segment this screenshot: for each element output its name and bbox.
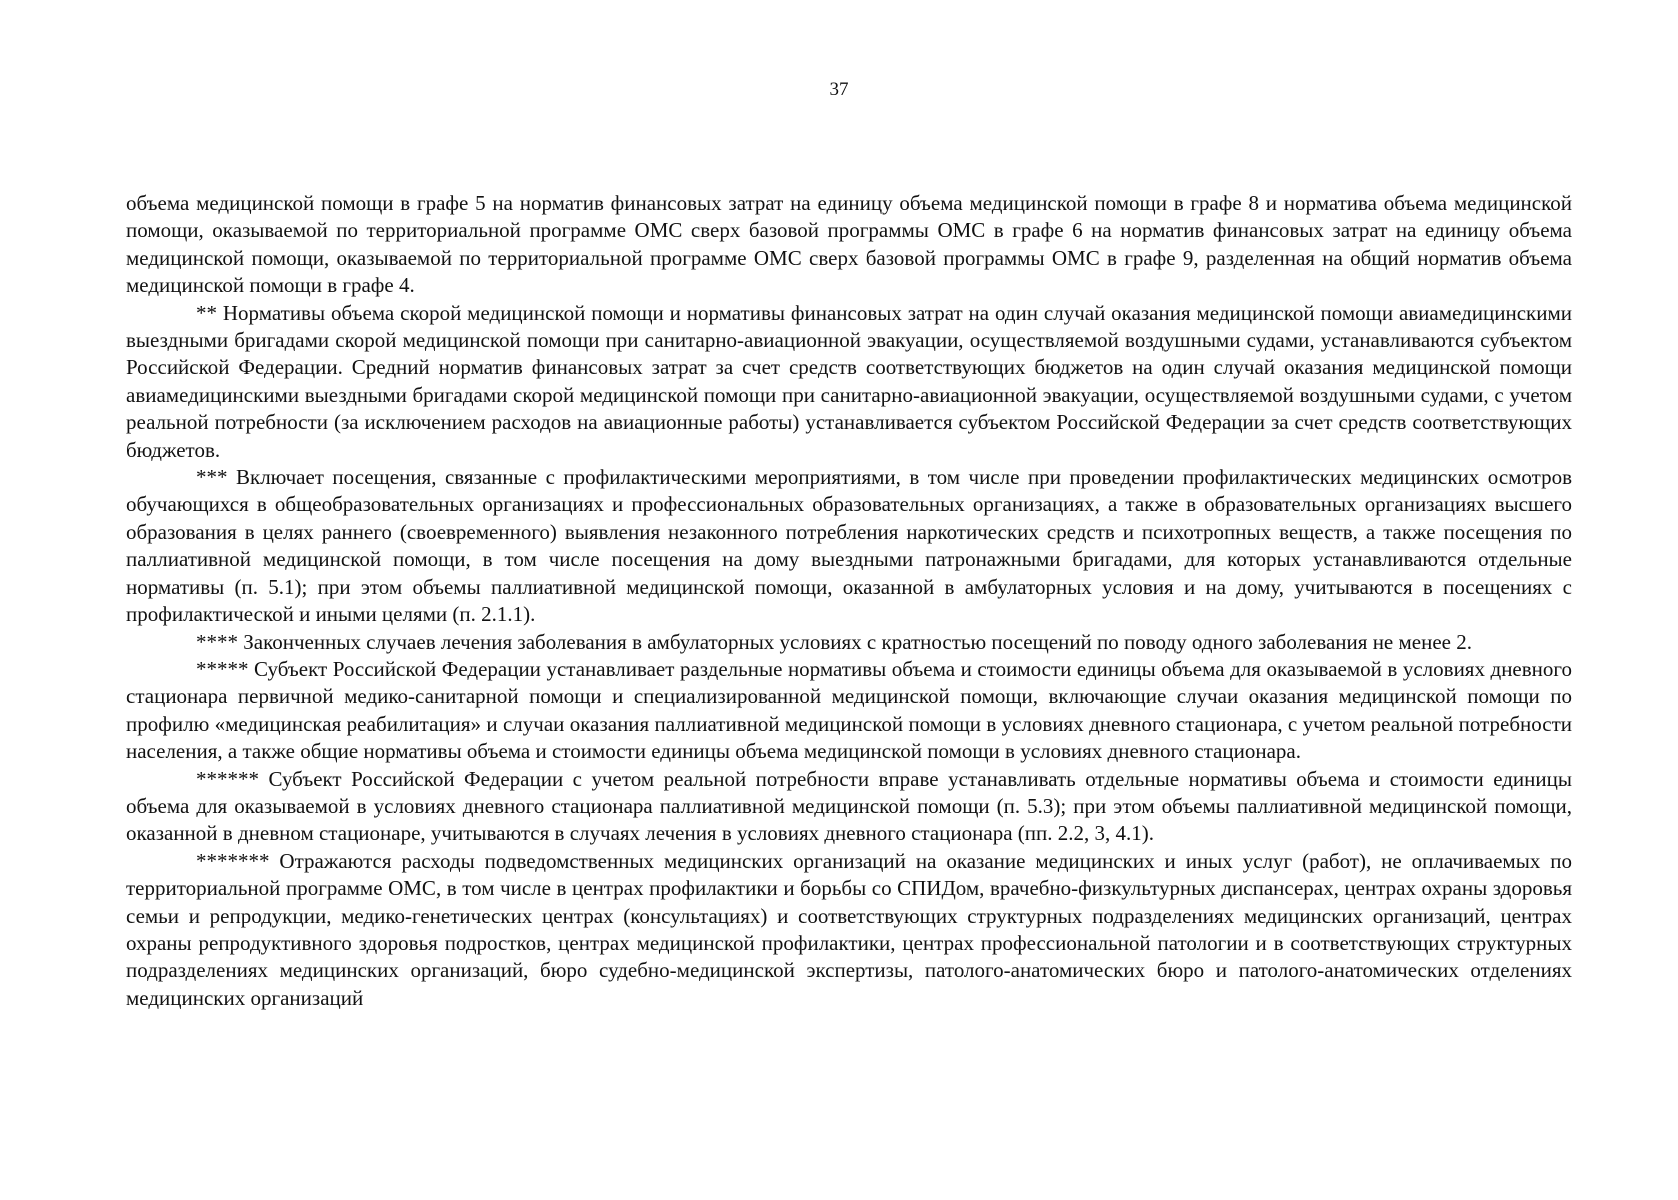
paragraph-continuation: объема медицинской помощи в графе 5 на норматив финансовых затрат на единицу объема медицинской помощи в графе 8 и норматива объема медицинской помощи, оказываемой по территориальной программе ОМС сверх базовой программы ОМС в графе 6 на норматив финансовых затрат на единицу объема медицинской помощи, оказываемой по территориальной программе ОМС сверх базовой программы ОМС в графе 9, разделенная на общий норматив объема медицинской помощи в графе 4. xyxy=(126,191,1572,298)
footnote-6-stars: ****** Субъект Российской Федерации с учетом реальной потребности вправе устанавливать отдельные нормативы объема и стоимости единицы объема для оказываемой в условиях дневного стационара паллиативной медицинской помощи (п. 5.3); при этом объемы паллиативной медицинской помощи, оказанной в дневном стационаре, учитываются в случаях лечения в условиях дневного стационара (пп. 2.2, 3, 4.1). xyxy=(126,766,1572,846)
document-body xyxy=(126,190,1572,1012)
footnote-3-stars: *** Включает посещения, связанные с профилактическими мероприятиями, в том числе при проведении профилактических медицинских осмотров обучающихся в общеобразовательных организациях и профессиональных образовательных организациях, а также в образовательных организациях высшего образования в целях раннего (своевременного) выявления незаконного потребления наркотических средств и психотропных веществ, а также посещения по паллиативной медицинской помощи, в том числе посещения на дому выездными патронажными бригадами, для которых устанавливаются отдельные нормативы (п. 5.1); при этом объемы паллиативной медицинской помощи, оказанной в амбулаторных условия и на дому, учитываются в посещениях с профилактической и иными целями (п. 2.1.1). xyxy=(126,465,1572,627)
footnote-5-stars: ***** Субъект Российской Федерации устанавливает раздельные нормативы объема и стоимости единицы объема для оказываемой в условиях дневного стационара первичной медико-санитарной помощи и специализированной медицинской помощи, включающие случаи оказания медицинской помощи по профилю «медицинская реабилитация» и случаи оказания паллиативной медицинской помощи в условиях дневного стационара, с учетом реальной потребности населения, а также общие нормативы объема и стоимости единицы объема медицинской помощи в условиях дневного стационара. xyxy=(126,656,1572,764)
page-number: 37 xyxy=(829,79,849,100)
footnote-7-stars: ******* Отражаются расходы подведомственных медицинских организаций на оказание медицинских и иных услуг (работ), не оплачиваемых по территориальной программе ОМС, в том числе в центрах профилактики и борьбы со СПИДом, врачебно-физкультурных диспансерах, центрах охраны здоровья семьи и репродукции, медико-генетических центрах (консультациях) и соответствующих структурных подразделениях медицинских организаций, центрах охраны репродуктивного здоровья подростков, центрах медицинской профилактики, центрах профессиональной патологии и в соответствующих структурных подразделениях медицинских организаций, бюро судебно-медицинской экспертизы, патолого-анатомических бюро и патолого-анатомических отделениях медицинских организаций xyxy=(126,848,1572,1010)
footnote-4-stars: **** Законченных случаев лечения заболевания в амбулаторных условиях с кратностью посещений по поводу одного заболевания не менее 2. xyxy=(196,629,1472,654)
footnote-2-stars: ** Нормативы объема скорой медицинской помощи и нормативы финансовых затрат на один случай оказания медицинской помощи авиамедицинскими выездными бригадами скорой медицинской помощи при санитарно-авиационной эвакуации, осуществляемой воздушными судами, устанавливаются субъектом Российской Федерации. Средний норматив финансовых затрат за счет средств соответствующих бюджетов на один случай оказания медицинской помощи авиамедицинскими выездными бригадами скорой медицинской помощи при санитарно-авиационной эвакуации, осуществляемой воздушными судами, с учетом реальной потребности (за исключением расходов на авиационные работы) устанавливается субъектом Российской Федерации за счет средств соответствующих бюджетов. xyxy=(126,300,1572,462)
